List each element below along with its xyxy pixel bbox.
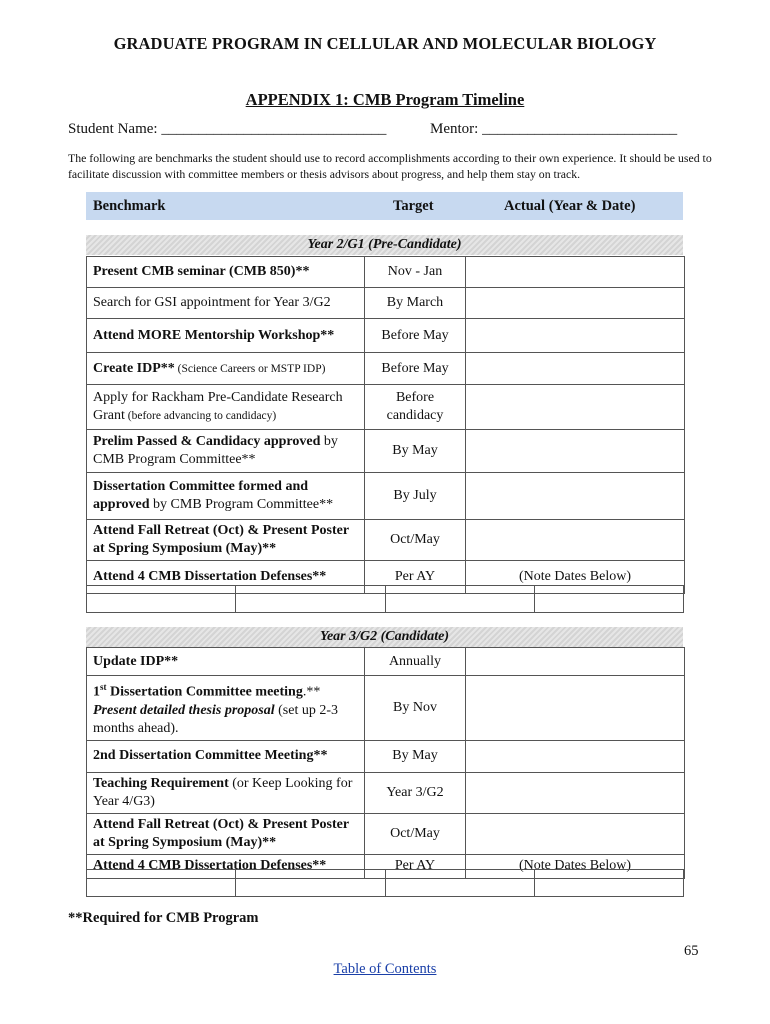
appendix-title: APPENDIX 1: CMB Program Timeline (245, 90, 525, 109)
target-cell: Oct/May (365, 520, 466, 561)
actual-cell[interactable] (466, 319, 685, 353)
benchmark-text: (or Keep Looking for Year 4/G3) (93, 775, 353, 809)
benchmark-text: .** (302, 684, 321, 700)
target-cell: By July (365, 473, 466, 520)
intro-paragraph: The following are benchmarks the student should use to record accomplishments according to their own experience. It should be used to facilitate discussion with committee members or thesis advisors about progress, and help them stay on track. (68, 151, 712, 181)
benchmark-bold-text: Teaching Requirement (93, 775, 229, 791)
benchmark-cell: Attend Fall Retreat (Oct) & Present Poster at Spring Symposium (May)** (87, 520, 365, 561)
page-number: 65 (684, 943, 699, 959)
target-cell: Per AY (365, 854, 466, 878)
benchmark-cell (87, 473, 365, 520)
date-entry-cell[interactable] (385, 870, 534, 897)
document-title: GRADUATE PROGRAM IN CELLULAR AND MOLECULAR BIOLOGY (113, 34, 657, 53)
target-cell: Per AY (365, 561, 466, 594)
table-row (87, 430, 685, 473)
year3-table (86, 647, 685, 879)
table-row (87, 772, 685, 813)
target-cell: Before May (365, 353, 466, 385)
benchmark-cell: Attend MORE Mentorship Workshop** (87, 319, 365, 353)
actual-cell[interactable] (466, 430, 685, 473)
benchmark-cell (87, 772, 365, 813)
table-row (87, 813, 685, 854)
column-header-actual: Actual (Year & Date) (504, 198, 636, 214)
benchmark-cell: Attend Fall Retreat (Oct) & Present Poster at Spring Symposium (May)** (87, 813, 365, 854)
actual-cell[interactable] (466, 813, 685, 854)
mentor-field[interactable]: Mentor: __________________________ (430, 121, 678, 137)
target-cell: By May (365, 430, 466, 473)
target-cell: Year 3/G2 (365, 772, 466, 813)
year2-table (86, 256, 685, 594)
column-header-benchmark: Benchmark (93, 198, 166, 214)
target-cell: Before May (365, 319, 466, 353)
table-row (87, 740, 685, 772)
benchmark-bold-italic-text: Present detailed thesis proposal (93, 702, 275, 718)
benchmark-cell (87, 430, 365, 473)
date-entry-cell[interactable] (87, 870, 236, 897)
benchmark-cell: Attend 4 CMB Dissertation Defenses** (87, 561, 365, 594)
actual-cell[interactable] (466, 520, 685, 561)
benchmark-cell: Update IDP** (87, 648, 365, 676)
table-row (87, 288, 685, 319)
target-cell: By March (365, 288, 466, 319)
table-row (87, 319, 685, 353)
benchmark-note-text: (before advancing to candidacy) (124, 410, 277, 422)
actual-cell[interactable] (466, 257, 685, 288)
table-row (87, 257, 685, 288)
benchmark-text: by CMB Program Committee** (93, 434, 338, 467)
benchmark-bold-text: 1 (93, 684, 100, 700)
section-header-year2: Year 2/G1 (Pre-Candidate) (86, 235, 683, 255)
column-header-bar (86, 192, 683, 220)
actual-cell: (Note Dates Below) (466, 561, 685, 594)
benchmark-cell: Present CMB seminar (CMB 850)** (87, 257, 365, 288)
actual-cell[interactable] (466, 385, 685, 430)
actual-cell[interactable] (466, 648, 685, 676)
date-entry-cell[interactable] (236, 870, 385, 897)
actual-cell[interactable] (466, 676, 685, 741)
benchmark-cell (87, 385, 365, 430)
benchmark-text: by CMB Program Committee** (149, 497, 334, 512)
actual-cell: (Note Dates Below) (466, 854, 685, 878)
target-cell: By May (365, 740, 466, 772)
actual-cell[interactable] (466, 288, 685, 319)
table-row (87, 353, 685, 385)
actual-cell[interactable] (466, 772, 685, 813)
actual-cell[interactable] (466, 740, 685, 772)
benchmark-bold-text: Prelim Passed & Candidacy approved (93, 434, 321, 449)
benchmark-cell (87, 353, 365, 385)
actual-cell[interactable] (466, 473, 685, 520)
table-row (87, 473, 685, 520)
table-row (87, 648, 685, 676)
benchmark-cell: Attend 4 CMB Dissertation Defenses** (87, 854, 365, 878)
target-cell: By Nov (365, 676, 466, 741)
benchmark-text: (set up 2-3 months ahead). (93, 702, 339, 736)
date-entry-cell[interactable] (236, 586, 385, 613)
benchmark-cell: 2nd Dissertation Committee Meeting** (87, 740, 365, 772)
benchmark-cell: Search for GSI appointment for Year 3/G2 (87, 288, 365, 319)
table-row (87, 385, 685, 430)
date-entry-cell[interactable] (534, 870, 683, 897)
table-of-contents-link[interactable]: Table of Contents (333, 961, 437, 977)
column-header-target: Target (393, 198, 434, 214)
benchmark-text: Apply for Rackham Pre-Candidate Research Grant (93, 390, 343, 423)
target-cell: Before candidacy (365, 385, 466, 430)
table-row (87, 676, 685, 741)
benchmark-bold-text: Create IDP** (93, 360, 175, 376)
year3-dates-table (86, 869, 684, 897)
date-entry-cell[interactable] (87, 586, 236, 613)
benchmark-cell (87, 676, 365, 741)
date-entry-cell[interactable] (534, 586, 683, 613)
year2-dates-table (86, 585, 684, 613)
benchmark-note-text: (Science Careers or MSTP IDP) (174, 362, 326, 375)
actual-cell[interactable] (466, 353, 685, 385)
table-row (87, 520, 685, 561)
target-cell: Nov - Jan (365, 257, 466, 288)
ordinal-suffix: st (100, 682, 107, 692)
required-footnote: **Required for CMB Program (68, 910, 259, 926)
date-entry-cell[interactable] (385, 586, 534, 613)
student-name-field[interactable]: Student Name: ______________________________ (68, 121, 387, 137)
target-cell: Annually (365, 648, 466, 676)
benchmark-bold-text: Dissertation Committee formed and approved (93, 479, 309, 512)
benchmark-bold-text: Dissertation Committee meeting (106, 684, 303, 700)
target-cell: Oct/May (365, 813, 466, 854)
section-header-year3: Year 3/G2 (Candidate) (86, 627, 683, 647)
